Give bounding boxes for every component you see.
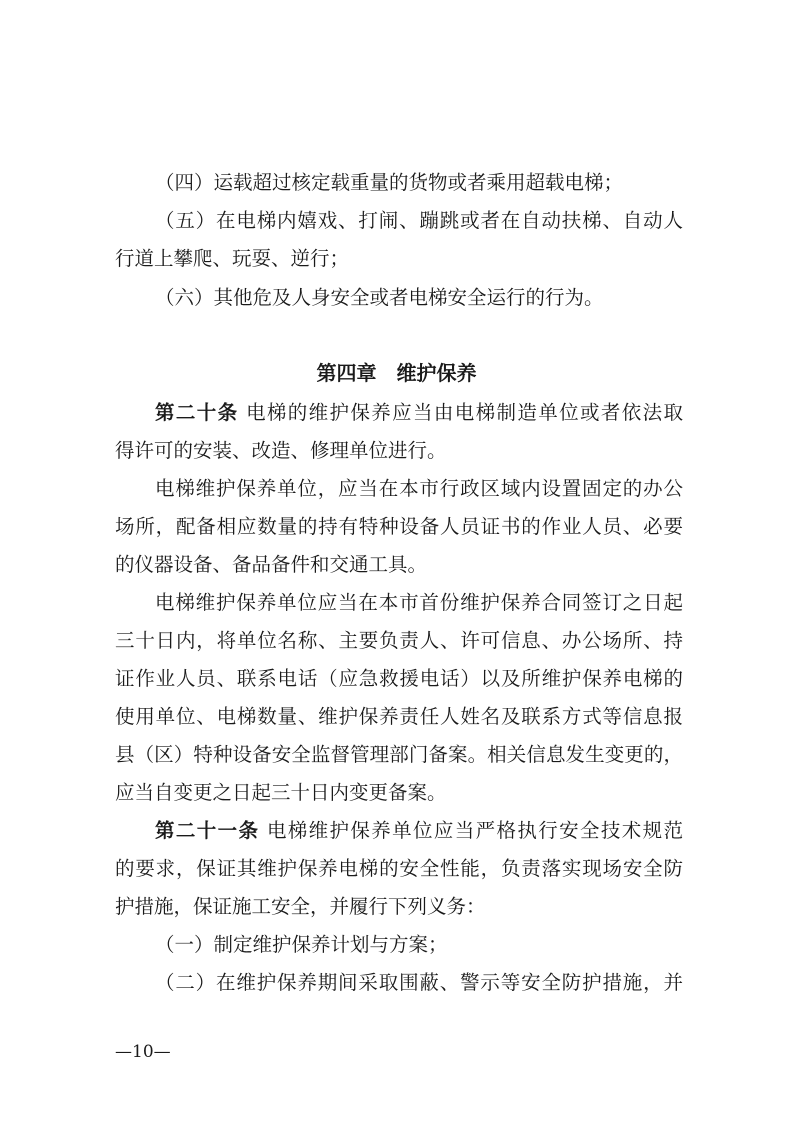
list-item-6: （六）其他危及人身安全或者电梯安全运行的行为。	[155, 286, 604, 309]
article-20-p3-line2: 三十日内，将单位名称、主要负责人、许可信息、办公场所、持	[115, 629, 683, 652]
article-20-text: 电梯的维护保养应当由电梯制造单位或者依法取	[246, 401, 683, 424]
article-21-line3: 护措施，保证施工安全，并履行下列义务：	[115, 895, 486, 918]
list-item-4: （四）运载超过核定载重量的货物或者乘用超载电梯；	[155, 171, 624, 194]
article-20-line1	[155, 398, 683, 428]
article-20-label: 第二十条	[155, 401, 239, 424]
list-item-5-line1: （五）在电梯内嬉戏、打闹、蹦跳或者在自动扶梯、自动人	[155, 209, 683, 232]
article-21-item-1: （一）制定维护保养计划与方案；	[155, 933, 448, 956]
article-20-p3-line5: 县（区）特种设备安全监督管理部门备案。相关信息发生变更的，	[115, 743, 683, 766]
article-20-p3-line4: 使用单位、电梯数量、维护保养责任人姓名及联系方式等信息报	[115, 705, 683, 728]
page-number: —10—	[115, 1042, 171, 1062]
article-20-p3-line3: 证作业人员、联系电话（应急救援电话）以及所维护保养电梯的	[115, 667, 683, 690]
chapter-title: 第四章 维护保养	[316, 361, 477, 385]
article-20-p2-line2: 场所，配备相应数量的持有特种设备人员证书的作业人员、必要	[115, 515, 683, 538]
article-20-p2-line3: 的仪器设备、备品备件和交通工具。	[115, 553, 428, 576]
article-21-item-2-line1: （二）在维护保养期间采取围蔽、警示等安全防护措施，并	[155, 971, 683, 994]
list-item-5-line2: 行道上攀爬、玩耍、逆行；	[115, 247, 350, 270]
article-20-p3-line1: 电梯维护保养单位应当在本市首份维护保养合同签订之日起	[155, 591, 683, 614]
article-21-line2: 的要求，保证其维护保养电梯的安全性能，负责落实现场安全防	[115, 857, 683, 880]
article-20-p2-line1: 电梯维护保养单位，应当在本市行政区域内设置固定的办公	[155, 477, 683, 500]
article-20-line2: 得许可的安装、改造、修理单位进行。	[115, 439, 447, 462]
article-21-text: 电梯维护保养单位应当严格执行安全技术规范	[266, 819, 683, 842]
article-21-label: 第二十一条	[155, 819, 260, 842]
article-20-p3-line6: 应当自变更之日起三十日内变更备案。	[115, 781, 447, 804]
article-21-line1	[155, 816, 683, 846]
